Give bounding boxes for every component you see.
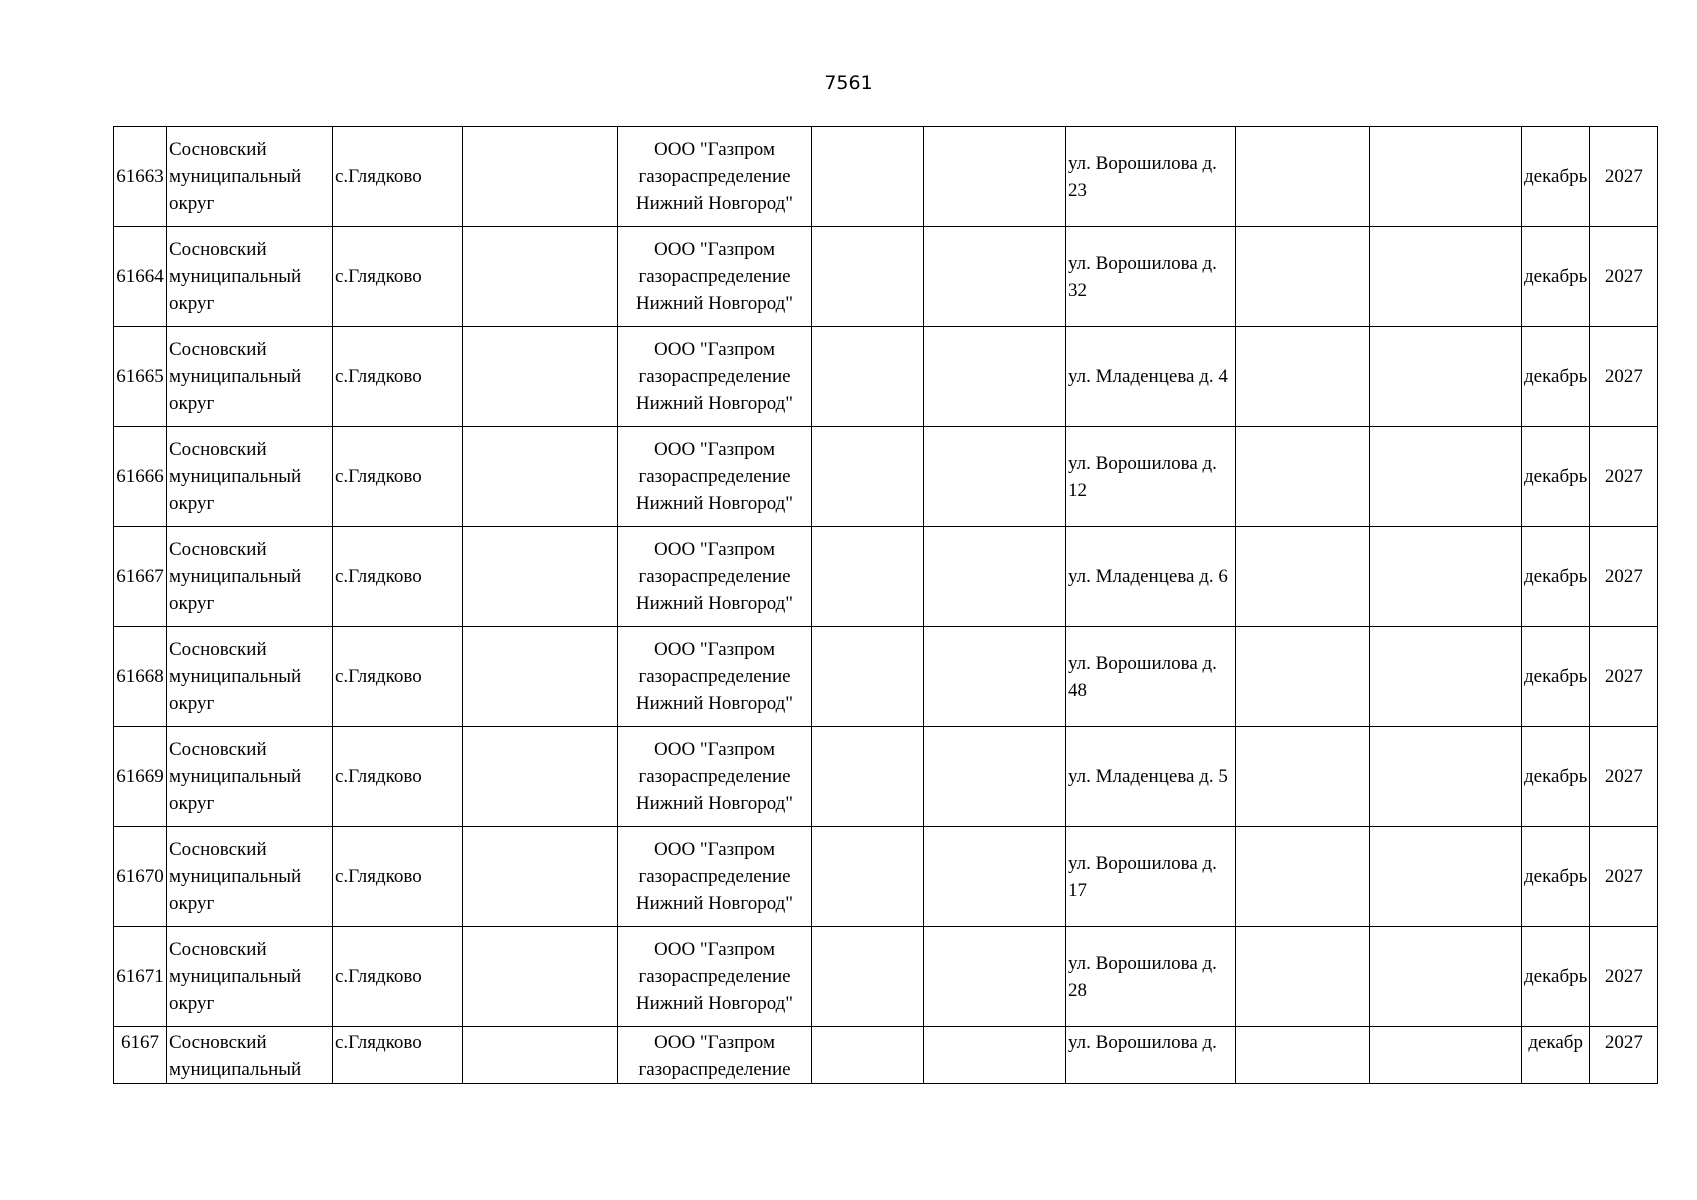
empty-cell bbox=[1370, 327, 1522, 427]
settlement-cell: с.Глядково bbox=[333, 227, 463, 327]
table-row bbox=[114, 227, 1658, 327]
table-row bbox=[114, 627, 1658, 727]
organization-cell: ООО "Газпром газораспределение Нижний Новгород" bbox=[618, 727, 812, 827]
month-cell: декабрь bbox=[1522, 127, 1590, 227]
row-number: 61666 bbox=[114, 427, 167, 527]
empty-cell bbox=[1370, 827, 1522, 927]
month-cell: декабрь bbox=[1522, 427, 1590, 527]
table-row bbox=[114, 427, 1658, 527]
table-row bbox=[114, 927, 1658, 1027]
address-cell: ул. Ворошилова д. 48 bbox=[1066, 627, 1236, 727]
empty-cell bbox=[463, 527, 618, 627]
empty-cell bbox=[924, 127, 1066, 227]
empty-cell bbox=[1236, 727, 1370, 827]
month-cell: декабрь bbox=[1522, 627, 1590, 727]
empty-cell bbox=[1370, 127, 1522, 227]
empty-cell bbox=[812, 327, 924, 427]
municipality-cell: Сосновский муниципальный округ bbox=[167, 627, 333, 727]
empty-cell bbox=[1236, 827, 1370, 927]
settlement-cell: с.Глядково bbox=[333, 627, 463, 727]
table-row bbox=[114, 827, 1658, 927]
municipality-cell: Сосновский муниципальный округ bbox=[167, 827, 333, 927]
empty-cell bbox=[463, 227, 618, 327]
address-cell: ул. Младенцева д. 4 bbox=[1066, 327, 1236, 427]
empty-cell bbox=[812, 227, 924, 327]
empty-cell bbox=[1370, 527, 1522, 627]
municipality-cell: Сосновский муниципальный округ bbox=[167, 427, 333, 527]
year-cell: 2027 bbox=[1590, 127, 1658, 227]
empty-cell bbox=[1236, 427, 1370, 527]
address-cell: ул. Младенцева д. 6 bbox=[1066, 527, 1236, 627]
row-number: 61667 bbox=[114, 527, 167, 627]
month-cell: декабрь bbox=[1522, 227, 1590, 327]
empty-cell bbox=[924, 427, 1066, 527]
organization-cell: ООО "Газпром газораспределение Нижний Новгород" bbox=[618, 927, 812, 1027]
table-row bbox=[114, 327, 1658, 427]
month-cell: декабрь bbox=[1522, 327, 1590, 427]
address-cell: ул. Ворошилова д. 12 bbox=[1066, 427, 1236, 527]
address-cell: ул. Ворошилова д. 28 bbox=[1066, 927, 1236, 1027]
year-cell: 2027 bbox=[1590, 827, 1658, 927]
address-cell: ул. Младенцева д. 5 bbox=[1066, 727, 1236, 827]
table-row bbox=[114, 727, 1658, 827]
empty-cell bbox=[812, 627, 924, 727]
year-cell: 2027 bbox=[1590, 327, 1658, 427]
empty-cell bbox=[1236, 227, 1370, 327]
empty-cell bbox=[924, 627, 1066, 727]
empty-cell bbox=[812, 427, 924, 527]
month-cell: декабрь bbox=[1522, 827, 1590, 927]
month-cell: декабрь bbox=[1522, 927, 1590, 1027]
empty-cell bbox=[812, 827, 924, 927]
register-table bbox=[113, 126, 1658, 1084]
municipality-cell: Сосновский муниципальный округ bbox=[167, 327, 333, 427]
empty-cell bbox=[463, 727, 618, 827]
empty-cell bbox=[463, 627, 618, 727]
month-cell: декабрь bbox=[1522, 527, 1590, 627]
settlement-cell: с.Глядково bbox=[333, 527, 463, 627]
empty-cell bbox=[1370, 1027, 1522, 1084]
empty-cell bbox=[924, 1027, 1066, 1084]
empty-cell bbox=[1370, 927, 1522, 1027]
empty-cell bbox=[1236, 627, 1370, 727]
row-number: 61669 bbox=[114, 727, 167, 827]
municipality-cell: Сосновский муниципальный округ bbox=[167, 127, 333, 227]
empty-cell bbox=[812, 727, 924, 827]
empty-cell bbox=[812, 1027, 924, 1084]
row-number: 6167 bbox=[114, 1027, 167, 1084]
empty-cell bbox=[1236, 1027, 1370, 1084]
empty-cell bbox=[463, 827, 618, 927]
empty-cell bbox=[463, 127, 618, 227]
municipality-cell: Сосновский муниципальный округ bbox=[167, 727, 333, 827]
empty-cell bbox=[812, 927, 924, 1027]
municipality-cell: Сосновский муниципальный bbox=[167, 1027, 333, 1084]
settlement-cell: с.Глядково bbox=[333, 1027, 463, 1084]
municipality-cell: Сосновский муниципальный округ bbox=[167, 227, 333, 327]
empty-cell bbox=[924, 327, 1066, 427]
table-row bbox=[114, 1027, 1658, 1084]
address-cell: ул. Ворошилова д. bbox=[1066, 1027, 1236, 1084]
settlement-cell: с.Глядково bbox=[333, 727, 463, 827]
row-number: 61670 bbox=[114, 827, 167, 927]
organization-cell: ООО "Газпром газораспределение Нижний Новгород" bbox=[618, 327, 812, 427]
settlement-cell: с.Глядково bbox=[333, 427, 463, 527]
empty-cell bbox=[1370, 227, 1522, 327]
organization-cell: ООО "Газпром газораспределение Нижний Новгород" bbox=[618, 827, 812, 927]
settlement-cell: с.Глядково bbox=[333, 927, 463, 1027]
empty-cell bbox=[1370, 427, 1522, 527]
empty-cell bbox=[463, 927, 618, 1027]
empty-cell bbox=[924, 727, 1066, 827]
month-cell: декабр bbox=[1522, 1027, 1590, 1084]
address-cell: ул. Ворошилова д. 23 bbox=[1066, 127, 1236, 227]
address-cell: ул. Ворошилова д. 32 bbox=[1066, 227, 1236, 327]
year-cell: 2027 bbox=[1590, 927, 1658, 1027]
address-cell: ул. Ворошилова д. 17 bbox=[1066, 827, 1236, 927]
month-cell: декабрь bbox=[1522, 727, 1590, 827]
organization-cell: ООО "Газпром газораспределение Нижний Новгород" bbox=[618, 427, 812, 527]
year-cell: 2027 bbox=[1590, 727, 1658, 827]
empty-cell bbox=[1370, 627, 1522, 727]
settlement-cell: с.Глядково bbox=[333, 127, 463, 227]
municipality-cell: Сосновский муниципальный округ bbox=[167, 527, 333, 627]
page-number: 7561 bbox=[824, 72, 873, 94]
empty-cell bbox=[1236, 527, 1370, 627]
settlement-cell: с.Глядково bbox=[333, 827, 463, 927]
year-cell: 2027 bbox=[1590, 1027, 1658, 1084]
year-cell: 2027 bbox=[1590, 527, 1658, 627]
empty-cell bbox=[1236, 127, 1370, 227]
year-cell: 2027 bbox=[1590, 427, 1658, 527]
table-row bbox=[114, 127, 1658, 227]
empty-cell bbox=[463, 327, 618, 427]
empty-cell bbox=[463, 427, 618, 527]
empty-cell bbox=[924, 527, 1066, 627]
organization-cell: ООО "Газпром газораспределение bbox=[618, 1027, 812, 1084]
empty-cell bbox=[924, 927, 1066, 1027]
organization-cell: ООО "Газпром газораспределение Нижний Новгород" bbox=[618, 527, 812, 627]
empty-cell bbox=[1370, 727, 1522, 827]
row-number: 61668 bbox=[114, 627, 167, 727]
table-row bbox=[114, 527, 1658, 627]
empty-cell bbox=[1236, 327, 1370, 427]
empty-cell bbox=[463, 1027, 618, 1084]
empty-cell bbox=[924, 827, 1066, 927]
row-number: 61663 bbox=[114, 127, 167, 227]
municipality-cell: Сосновский муниципальный округ bbox=[167, 927, 333, 1027]
row-number: 61665 bbox=[114, 327, 167, 427]
row-number: 61664 bbox=[114, 227, 167, 327]
organization-cell: ООО "Газпром газораспределение Нижний Новгород" bbox=[618, 127, 812, 227]
year-cell: 2027 bbox=[1590, 227, 1658, 327]
settlement-cell: с.Глядково bbox=[333, 327, 463, 427]
organization-cell: ООО "Газпром газораспределение Нижний Новгород" bbox=[618, 627, 812, 727]
empty-cell bbox=[924, 227, 1066, 327]
empty-cell bbox=[1236, 927, 1370, 1027]
empty-cell bbox=[812, 127, 924, 227]
row-number: 61671 bbox=[114, 927, 167, 1027]
empty-cell bbox=[812, 527, 924, 627]
organization-cell: ООО "Газпром газораспределение Нижний Новгород" bbox=[618, 227, 812, 327]
year-cell: 2027 bbox=[1590, 627, 1658, 727]
